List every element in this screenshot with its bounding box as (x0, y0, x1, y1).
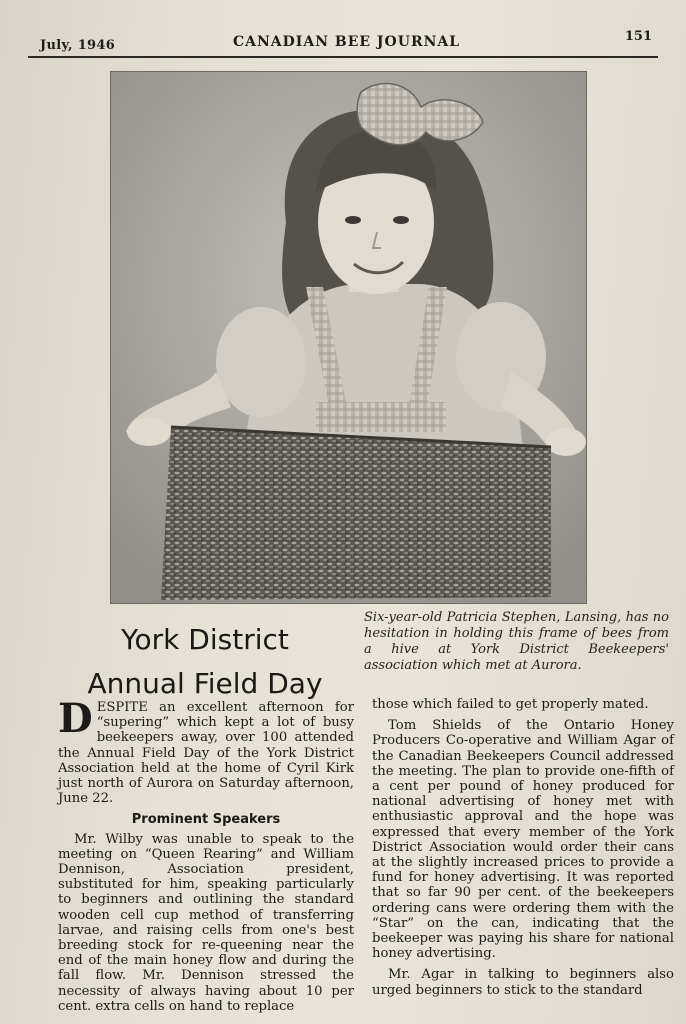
article-title (40, 618, 370, 706)
drop-cap: D (58, 695, 93, 742)
paragraph-advertising: Tom Shields of the Ontario Honey Producers Co-operative and William Agar of the Canadian Beekeepers Council addressed the meeting. The plan to provide one-fifth of a cent per pound of honey produced for national advertising of honey met with enthusiastic approval and the hope was expressed that every member of the York District Association would order their cans at the slightly increased prices to provide a fund for honey advertising. It was reported that so far 90 per cent. of the beekeepers ordering cans were ordering them with the “Star” on the can, indicating that the beekeeper was paying his share for national honey advertising. (372, 718, 674, 962)
article-title-line-1: York District (121, 623, 289, 656)
issue-date: July, 1946 (40, 38, 116, 53)
article-column-right (372, 697, 674, 1004)
lead-paragraph (58, 695, 354, 807)
paragraph-continuation: those which failed to get properly mated. (372, 697, 649, 712)
paragraph-speakers: Mr. Wilby was unable to speak to the meeting on “Queen Rearing” and William Dennison, Association president, substituted for him, speaking particularly to beginners and outlining the standard wooden cell cup method of transferring larvae, and raising cells from one's best breeding stock for re-queening near the end of the main honey flow and during the fall flow. Mr. Dennison stressed the necessity of always having about 10 per cent. extra cells on hand to replace (58, 831, 354, 1014)
lead-paragraph-text: ESPITE an excellent afternoon for “supering” which kept a lot of busy beekeepers away, over 100 attended the Annual Field Day of the York District Association held at the home of Cyril Kirk just north of Aurora on Saturday afternoon, June 22. (58, 700, 354, 807)
photo-girl-holding-bee-frame (110, 71, 587, 604)
page-header (28, 26, 658, 58)
photo-caption: Six-year-old Patricia Stephen, Lansing, has no hesitation in holding this frame of bees from a hive at York District Beekeepers' association which met at Aurora. (364, 610, 669, 673)
paragraph-agar: Mr. Agar in talking to beginners also urged beginners to stick to the standard (372, 967, 674, 998)
article-title-line-2: Annual Field Day (87, 667, 323, 700)
page-number: 151 (624, 29, 652, 44)
article-column-left (58, 695, 354, 1014)
journal-title: CANADIAN BEE JOURNAL (233, 34, 461, 50)
section-subhead: Prominent Speakers (131, 812, 281, 828)
